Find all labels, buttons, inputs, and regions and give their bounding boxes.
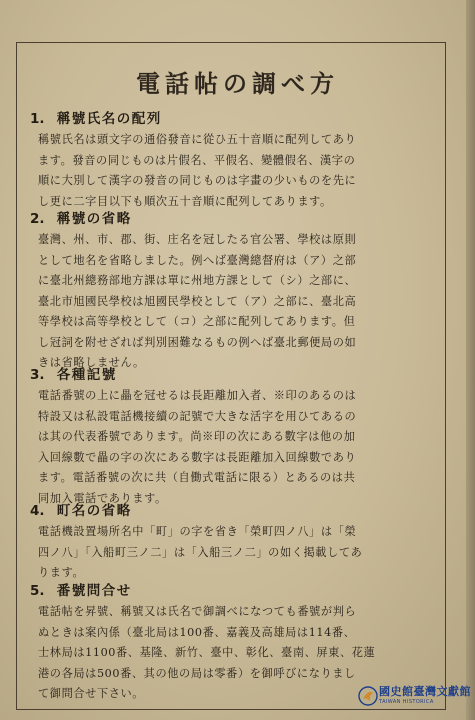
section-body — [38, 230, 425, 374]
body-line: として地名を省略しました。例へば臺灣總督府は（ア）之部 — [38, 253, 357, 267]
archive-logo-icon — [357, 685, 379, 707]
section-number: 2. — [30, 211, 45, 227]
section-heading — [30, 208, 425, 230]
section-heading — [30, 108, 425, 130]
body-line: 電話機設置場所名中「町」の字を省き「榮町四ノ八」は「榮 — [38, 525, 357, 538]
body-line: ます。發音の同じものは片假名、平假名、變體假名、漢字の — [38, 153, 356, 167]
section-title: 番號問合せ — [56, 583, 132, 599]
body-line: て御問合せ下さい。 — [38, 687, 145, 700]
body-line: 臺灣、州、市、郡、街、庄名を冠したる官公署、學校は原則 — [38, 233, 357, 246]
section-number: 4. — [30, 503, 45, 519]
body-line: 同加入電話であります。 — [38, 491, 167, 505]
section-title: 稱號氏名の配列 — [56, 111, 162, 127]
section-heading — [30, 580, 425, 602]
section-title: 各種記號 — [56, 367, 117, 383]
section-title: 稱號の省略 — [56, 211, 132, 227]
page-spine-edge — [466, 0, 475, 720]
body-line: きは省略しません。 — [38, 356, 145, 369]
section-body — [38, 386, 425, 509]
body-line: 入回線數で畾の字の次にある數字は長距離加入回線數であり — [38, 450, 357, 464]
section-body — [38, 522, 425, 584]
section-number: 3. — [30, 367, 45, 383]
body-line: は其の代表番號であります。尚※印の次にある數字は他の加 — [38, 430, 356, 443]
section-1 — [30, 108, 425, 212]
body-line: 等學校は高等學校として（コ）之部に配列してあります。但 — [38, 315, 356, 328]
watermark-subtext: TAIWAN HISTORICA — [379, 699, 434, 705]
body-line: ます。電話番號の次に共（自働式電話に限る）とあるのは共 — [38, 471, 356, 484]
section-heading — [30, 364, 425, 386]
section-3 — [30, 364, 425, 509]
body-line: ぬときは案內係（臺北局は100番、嘉義及高雄局は114番、 — [38, 625, 356, 639]
section-body — [38, 130, 425, 212]
archive-watermark — [357, 684, 471, 708]
section-number: 5. — [30, 583, 45, 599]
body-line: 士林局は1100番、基隆、新竹、臺中、彰化、臺南、屏東、花蓮 — [38, 646, 376, 659]
body-line: に臺北州總務部地方課は單に州地方課として（シ）之部に、 — [38, 274, 357, 287]
body-line: 電話帖を昇號、稱號又は氏名で御調べになつても番號が判ら — [38, 605, 357, 618]
body-line: 稱號氏名は頭文字の通俗發音に從ひ五十音順に配列してあり — [38, 133, 357, 146]
section-4 — [30, 500, 425, 584]
section-2 — [30, 208, 425, 374]
body-line: 特設又は私設電話機接續の記號で大きな活字を用ひてあるの — [38, 409, 357, 423]
body-line: 港の各局は500番、其の他の局は零番）を御呼びになりまし — [38, 666, 356, 680]
section-heading — [30, 500, 425, 522]
body-line: 順に大別して漢字の發音の同じものは字畫の少いものを先に — [38, 174, 357, 187]
body-line: し冠詞を附せざれば判別困難なるもの例へば臺北郵便局の如 — [38, 335, 357, 349]
body-line: し更に二字目以下も順次五十音順に配列してあります。 — [38, 194, 332, 208]
watermark-text: 國史館臺灣文獻館 — [379, 685, 471, 698]
section-title: 町名の省略 — [56, 503, 132, 519]
page-title: 電話帖の調べ方 — [136, 69, 339, 98]
body-line: 電話番號の上に畾を冠せるは長距離加入者、※印のあるのは — [38, 389, 357, 402]
body-line: ります。 — [38, 566, 85, 579]
body-line: 臺北市旭國民學校は旭國民學校として（ア）之部に、臺北高 — [38, 294, 357, 308]
section-number: 1. — [30, 111, 45, 127]
body-line: 四ノ八」「入船町三ノ二」は「入船三ノ二」の如く掲載してあ — [38, 545, 363, 559]
